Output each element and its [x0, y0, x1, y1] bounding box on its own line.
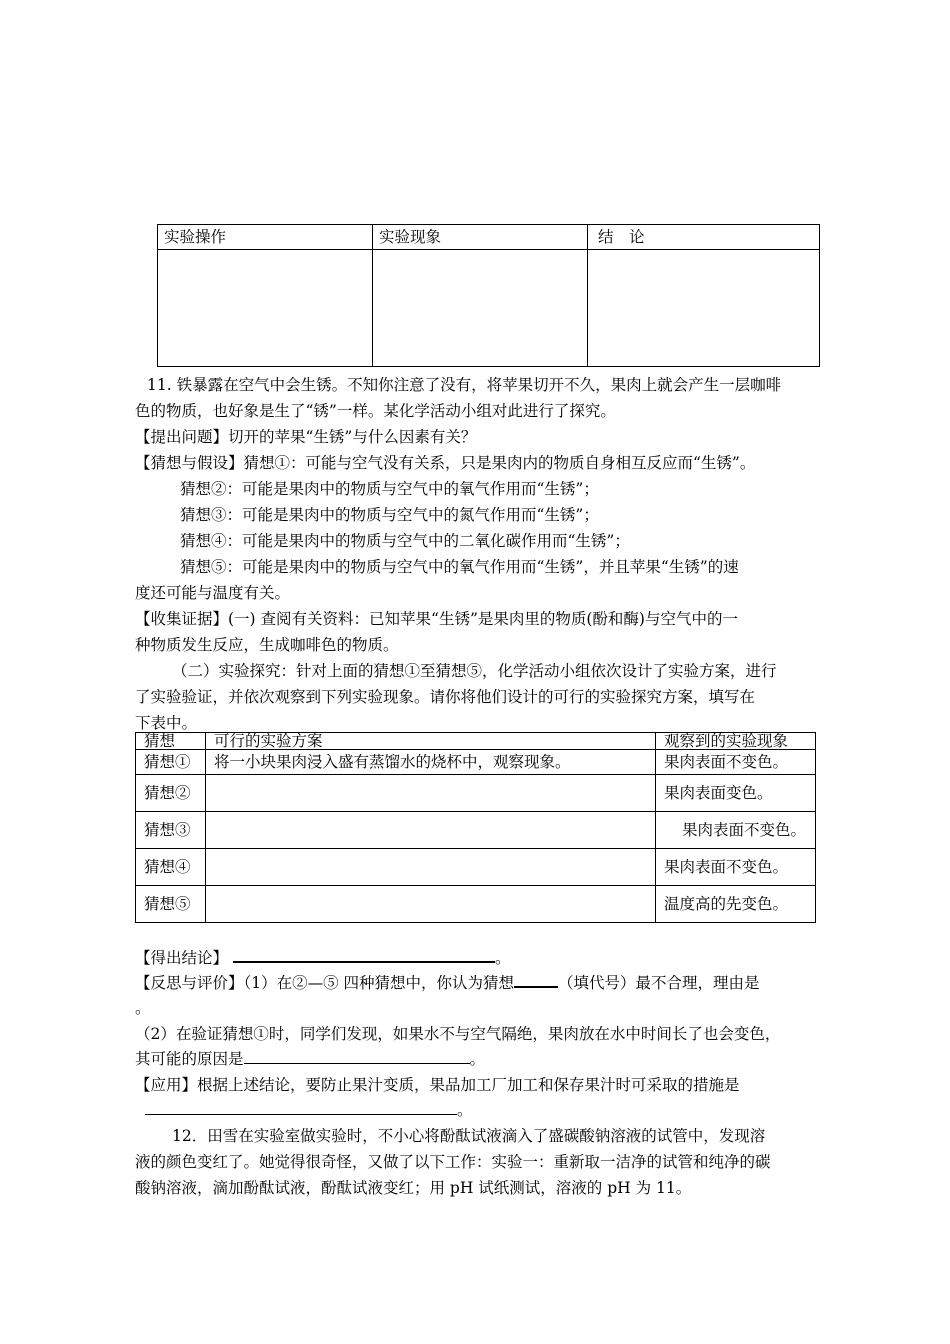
- reflection-text-b: （填代号）最不合理，理由是: [558, 974, 760, 992]
- header-operation: 实验操作: [158, 225, 373, 250]
- row-observation: 果肉表面变色。: [656, 775, 816, 812]
- row-plan: 将一小块果肉浸入盛有蒸馏水的烧杯中，观察现象。: [206, 750, 656, 775]
- conclusion-line: [135, 946, 510, 970]
- row-hypothesis: 猜想②: [136, 775, 206, 812]
- q11-evidence2c: 下表中。: [135, 714, 198, 732]
- q11-line1: 11. 铁暴露在空气中会生锈。不知你注意了没有，将苹果切开不久，果肉上就会产生一层咖啡: [147, 376, 782, 394]
- header-hypothesis: 猜想: [136, 733, 206, 750]
- conclusion-end: 。: [494, 949, 511, 967]
- table-row: [136, 849, 816, 886]
- reflection-text-a: 【反思与评价】（1）在②—⑤ 四种猜想中，你认为猜想: [135, 974, 515, 992]
- q11-evidence2b: 了实验验证，并依次观察到下列实验现象。请你将他们设计的可行的实验探究方案，填写在: [135, 688, 756, 706]
- reflection-line1: [135, 971, 760, 995]
- q11-hyp4: 猜想④：可能是果肉中的物质与空气中的二氧化碳作用而“生锈”；: [180, 532, 630, 550]
- q11-evidence2a: （二）实验探究：针对上面的猜想①至猜想⑤，化学活动小组依次设计了实验方案，进行: [172, 662, 777, 680]
- row-observation: 果肉表面不变色。: [656, 750, 816, 775]
- table-row: [136, 775, 816, 812]
- q11-evidence1a: 【收集证据】(一) 查阅有关资料：已知苹果“生锈”是果肉里的物质(酚和酶)与空气中的一: [135, 610, 738, 628]
- q11-hyp5b: 度还可能与温度有关。: [135, 584, 291, 602]
- q12-line3: 酸钠溶液，滴加酚酞试液，酚酞试液变红；用 pH 试纸测试，溶液的 pH 为 11。: [135, 1179, 692, 1197]
- application-end: 。: [457, 1101, 473, 1119]
- q11-hyp2: 猜想②：可能是果肉中的物质与空气中的氧气作用而“生锈”；: [180, 480, 599, 498]
- row-plan-blank[interactable]: [206, 812, 656, 849]
- q12-line1: 12．田雪在实验室做实验时，不小心将酚酞试液滴入了盛碳酸钠溶液的试管中，发现溶: [172, 1127, 766, 1145]
- row-hypothesis: 猜想①: [136, 750, 206, 775]
- row-observation: 果肉表面不变色。: [656, 812, 816, 849]
- row-plan-blank[interactable]: [206, 886, 656, 923]
- table-row: [136, 812, 816, 849]
- row-hypothesis: 猜想④: [136, 849, 206, 886]
- row-observation: 温度高的先变色。: [656, 886, 816, 923]
- conclusion-blank[interactable]: [233, 947, 495, 963]
- row-plan-blank[interactable]: [206, 849, 656, 886]
- q11-evidence1b: 种物质发生反应，生成咖啡色的物质。: [135, 636, 399, 654]
- q11-hyp5a: 猜想⑤：可能是果肉中的物质与空气中的氧气作用而“生锈”，并且苹果“生锈”的速: [180, 558, 739, 576]
- reflection2-end: 。: [469, 1050, 486, 1068]
- q11-question: 【提出问题】切开的苹果“生锈”与什么因素有关？: [135, 428, 477, 446]
- row-observation: 果肉表面不变色。: [656, 849, 816, 886]
- reason-blank[interactable]: [244, 1049, 470, 1064]
- q12-line2: 液的颜色变红了。她觉得很奇怪，又做了以下工作：实验一：重新取一洁净的试管和纯净的碳: [135, 1153, 771, 1171]
- header-phenomenon: 实验现象: [373, 225, 588, 250]
- table-row: [136, 750, 816, 775]
- q11-hyp1: 【猜想与假设】猜想①：可能与空气没有关系，只是果肉内的物质自身相互反应而“生锈”。: [135, 454, 756, 472]
- hypothesis-code-blank[interactable]: [514, 972, 558, 988]
- application-answer-line: [145, 1098, 473, 1122]
- reflection2-line1: （2）在验证猜想①时，同学们发现，如果水不与空气隔绝，果肉放在水中时间长了也会变色，: [135, 1025, 781, 1043]
- row-plan-blank[interactable]: [206, 775, 656, 812]
- hypothesis-table: [135, 732, 816, 923]
- row-hypothesis: 猜想③: [136, 812, 206, 849]
- reflection-reason-end: 。: [135, 999, 151, 1017]
- table-row: [136, 886, 816, 923]
- cell-conclusion-blank[interactable]: [588, 250, 820, 367]
- q11-line2: 色的物质，也好象是生了“锈”一样。某化学活动小组对此进行了探究。: [135, 402, 616, 420]
- row-hypothesis: 猜想⑤: [136, 886, 206, 923]
- header-observation: 观察到的实验现象: [656, 733, 816, 750]
- header-plan: 可行的实验方案: [206, 733, 656, 750]
- q11-hyp3: 猜想③：可能是果肉中的物质与空气中的氮气作用而“生锈”；: [180, 506, 599, 524]
- reflection2-text: 其可能的原因是: [135, 1050, 244, 1068]
- experiment-table: [157, 224, 820, 367]
- header-conclusion: 结 论: [588, 225, 820, 250]
- application-blank[interactable]: [145, 1100, 457, 1115]
- cell-operation-blank[interactable]: [158, 250, 373, 367]
- conclusion-label: 【得出结论】: [135, 949, 229, 967]
- cell-phenomenon-blank[interactable]: [373, 250, 588, 367]
- application-line: 【应用】根据上述结论，要防止果汁变质，果品加工厂加工和保存果汁时可采取的措施是: [135, 1076, 740, 1094]
- reflection2-line2: [135, 1047, 485, 1071]
